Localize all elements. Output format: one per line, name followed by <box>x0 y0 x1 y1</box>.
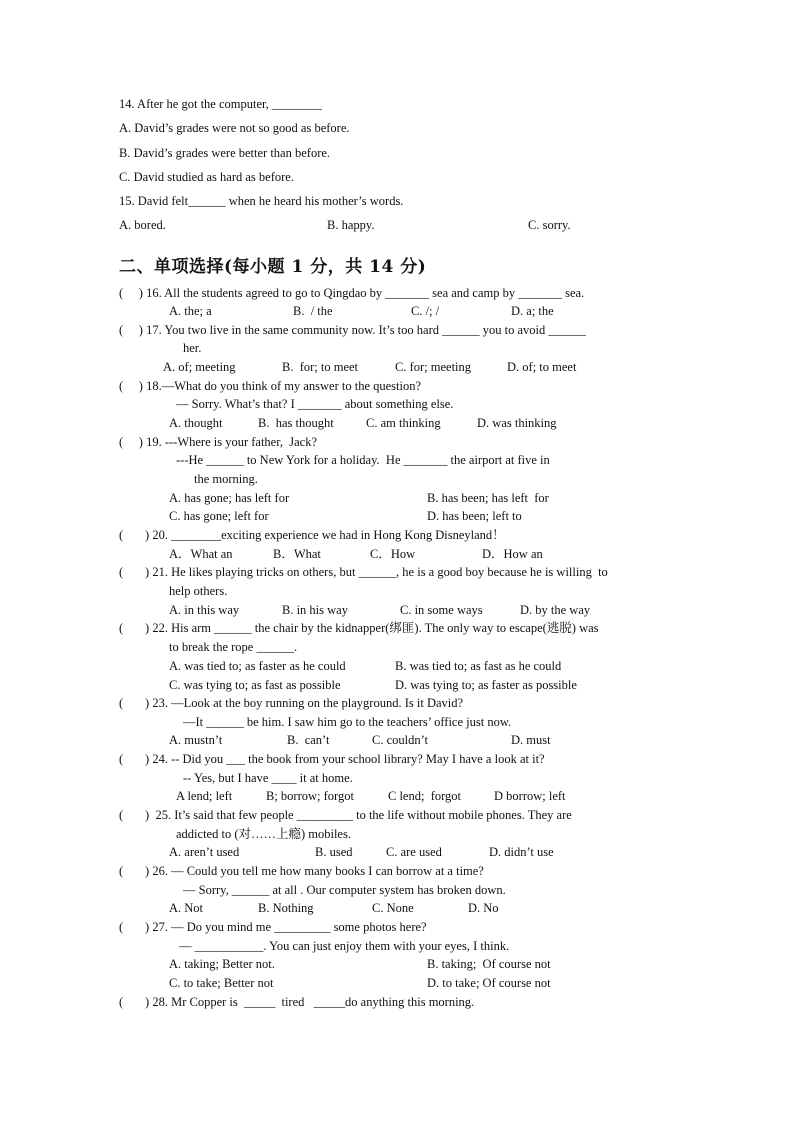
question-15-stem: 15. David felt______ when he heard his mother’s words. <box>119 194 404 208</box>
question-25-option-c: C. are used <box>386 845 442 859</box>
question-26-option-b: B. Nothing <box>258 901 314 915</box>
question-22-option-c: C. was tying to; as fast as possible <box>169 678 341 692</box>
question-24-stem-line1: ( ) 24. -- Did you ___ the book from your school library? May I have a look at it? <box>119 752 545 766</box>
question-28-stem: ( ) 28. Mr Copper is _____ tired _____do anything this morning. <box>119 995 475 1009</box>
question-23-option-b: B. can’t <box>287 733 330 747</box>
question-19-option-d: D. has been; left to <box>427 509 522 523</box>
question-17-option-a: A. of; meeting <box>163 360 236 374</box>
question-19-stem-line1: ( ) 19. ---Where is your father, Jack? <box>119 435 318 449</box>
question-25-option-a: A. aren’t used <box>169 845 240 859</box>
question-14-stem: 14. After he got the computer, ________ <box>119 97 322 111</box>
question-24-option-d: D borrow; left <box>494 789 566 803</box>
question-17-option-c: C. for; meeting <box>395 360 472 374</box>
question-20-option-a: A．What an <box>169 547 233 561</box>
question-25-stem-line2: addicted to (对……上瘾) mobiles. <box>176 827 351 841</box>
question-23-option-a: A. mustn’t <box>169 733 223 747</box>
question-24-option-a: A lend; left <box>176 789 233 803</box>
question-25-stem-line1: ( ) 25. It’s said that few people _________ to the life without mobile phones. They are <box>119 808 572 822</box>
question-17-stem-line2: her. <box>183 341 202 355</box>
question-26-option-a: A. Not <box>169 901 204 915</box>
question-26-option-c: C. None <box>372 901 414 915</box>
question-27-option-a: A. taking; Better not. <box>169 957 275 971</box>
question-20-stem: ( ) 20. ________exciting experience we had in Hong Kong Disneyland！ <box>119 528 505 542</box>
question-24-stem-line2: -- Yes, but I have ____ it at home. <box>183 771 353 785</box>
question-19-stem-line3: the morning. <box>194 472 258 486</box>
question-19-option-b: B. has been; has left for <box>427 491 549 505</box>
question-24-option-c: C lend; forgot <box>388 789 462 803</box>
question-18-option-a: A. thought <box>169 416 223 430</box>
question-21-option-c: C. in some ways <box>400 603 483 617</box>
question-17-stem-line1: ( ) 17. You two live in the same community now. It’s too hard ______ you to avoid ______ <box>119 323 586 337</box>
question-18-option-b: B. has thought <box>258 416 334 430</box>
question-16-option-c: C. /; / <box>411 304 440 318</box>
question-23-option-c: C. couldn’t <box>372 733 429 747</box>
question-21-stem-line1: ( ) 21. He likes playing tricks on others, but ______, he is a good boy because he is willing to <box>119 565 608 579</box>
question-17-option-d: D. of; to meet <box>507 360 577 374</box>
question-23-stem-line1: ( ) 23. —Look at the boy running on the playground. Is it David? <box>119 696 464 710</box>
question-25-option-d: D. didn’t use <box>489 845 554 859</box>
question-16-option-b: B. / the <box>293 304 333 318</box>
question-22-option-a: A. was tied to; as faster as he could <box>169 659 346 673</box>
question-17-option-b: B. for; to meet <box>282 360 359 374</box>
question-16-option-a: A. the; a <box>169 304 212 318</box>
question-27-stem-line1: ( ) 27. — Do you mind me _________ some photos here? <box>119 920 427 934</box>
question-18-option-d: D. was thinking <box>477 416 557 430</box>
question-25-option-b: B. used <box>315 845 353 859</box>
question-18-stem-line2: — Sorry. What’s that? I _______ about something else. <box>176 397 454 411</box>
question-26-stem-line2: — Sorry, ______ at all . Our computer system has broken down. <box>183 883 506 897</box>
question-14-option-c: C. David studied as hard as before. <box>119 170 294 184</box>
question-19-stem-line2: ---He ______ to New York for a holiday. He _______ the airport at five in <box>176 453 550 467</box>
question-16-stem: ( ) 16. All the students agreed to go to Qingdao by _______ sea and camp by _______ sea. <box>119 286 585 300</box>
question-15-option-c: C. sorry. <box>528 218 571 232</box>
question-27-option-c: C. to take; Better not <box>169 976 274 990</box>
section-title: 二、单项选择(每小题 1 分，共 14 分) <box>119 257 427 277</box>
question-21-option-a: A. in this way <box>169 603 240 617</box>
question-24-option-b: B; borrow; forgot <box>266 789 354 803</box>
question-22-stem-line1: ( ) 22. His arm ______ the chair by the kidnapper(绑匪). The only way to escape(逃脱) was <box>119 621 599 635</box>
question-22-option-d: D. was tying to; as faster as possible <box>395 678 577 692</box>
question-22-stem-line2: to break the rope ______. <box>169 640 298 654</box>
question-27-option-b: B. taking; Of course not <box>427 957 551 971</box>
question-15-option-a: A. bored. <box>119 218 166 232</box>
question-26-option-d: D. No <box>468 901 499 915</box>
question-19-option-a: A. has gone; has left for <box>169 491 290 505</box>
question-14-option-b: B. David’s grades were better than before. <box>119 146 331 160</box>
question-21-option-d: D. by the way <box>520 603 591 617</box>
question-23-stem-line2: —It ______ be him. I saw him go to the teachers’ office just now. <box>183 715 512 729</box>
question-26-stem-line1: ( ) 26. — Could you tell me how many books I can borrow at a time? <box>119 864 484 878</box>
question-20-option-c: C．How <box>370 547 416 561</box>
question-16-option-d: D. a; the <box>511 304 554 318</box>
question-27-option-d: D. to take; Of course not <box>427 976 551 990</box>
question-18-stem-line1: ( ) 18.—What do you think of my answer to the question? <box>119 379 422 393</box>
question-21-stem-line2: help others. <box>169 584 228 598</box>
question-15-option-b: B. happy. <box>327 218 375 232</box>
question-21-option-b: B. in his way <box>282 603 348 617</box>
question-18-option-c: C. am thinking <box>366 416 441 430</box>
question-19-option-c: C. has gone; left for <box>169 509 269 523</box>
question-20-option-b: B．What <box>273 547 321 561</box>
question-20-option-d: D．How an <box>482 547 543 561</box>
question-22-option-b: B. was tied to; as fast as he could <box>395 659 562 673</box>
question-23-option-d: D. must <box>511 733 551 747</box>
question-14-option-a: A. David’s grades were not so good as before. <box>119 121 350 135</box>
question-27-stem-line2: — ___________. You can just enjoy them with your eyes, I think. <box>179 939 510 953</box>
